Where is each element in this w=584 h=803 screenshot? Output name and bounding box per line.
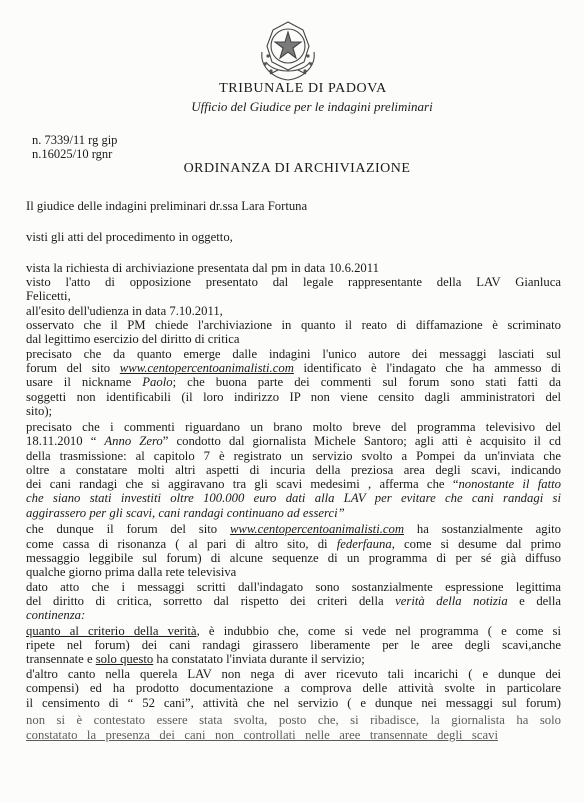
body-line: oltre a constatare molti altri aspetti di incuria della preziosa area degli scavi, indicando (26, 463, 561, 477)
body-line: Felicetti, (26, 289, 71, 303)
body-line: dal legittimo esercizio del diritto di critica (26, 332, 240, 346)
court-office: Ufficio del Giudice per le indagini preliminari (191, 99, 433, 114)
underlined-text: solo questo (95, 652, 154, 666)
body-line: vista la richiesta di archiviazione presentata dal pm in data 10.6.2011 (26, 261, 379, 275)
body-line: qualche giorno prima dalla rete televisiva (26, 565, 237, 579)
website-link[interactable]: www.centopercentoanimalisti.com (229, 522, 405, 536)
document-title: ORDINANZA DI ARCHIVIAZIONE (183, 161, 411, 176)
body-text: 18.11.2010 “ (26, 434, 105, 448)
body-text: come cassa di risonanza ( al pari di altro sito, di (26, 537, 337, 551)
body-line: continenza: (26, 608, 86, 622)
program-title: Anno Zero (104, 434, 163, 448)
body-line: compensi) ed ha prodotto documentazione a comprova delle attività svolte in particolare (26, 681, 561, 695)
seen-acts-line: visti gli atti del procedimento in oggetto, (26, 230, 233, 244)
body-line (26, 375, 561, 390)
body-line (26, 652, 365, 667)
body-text: del diritto di critica, sorretto dal rispetto dei criteri della (26, 594, 396, 608)
body-text: , come si desume dal primo (391, 537, 561, 551)
body-text: ; che buona parte dei commenti sul forum sono stati fatti da (172, 375, 561, 389)
body-line: d'altro canto nella querela LAV non nega di aver ricevuto tali incarichi ( e dunque dei (26, 667, 561, 681)
case-number-rgnr: n.16025/10 rgnr (32, 147, 113, 161)
body-text: e della (507, 594, 561, 608)
case-numbers (32, 133, 117, 161)
body-text: ” condotto dal giornalista Michele Santoro; agli atti è acquisito il cd (162, 434, 561, 448)
body-line: ripete nel forum) dei cani randagi girassero liberamente per le aree degli scavi,anche (26, 638, 561, 652)
body-text: usare il nickname (26, 375, 143, 389)
quote-line: che siano stati investiti oltre 100.000 euro dati alla LAV per evitare che cani randagi si (26, 491, 561, 505)
body-line: all'esito dell'udienza in data 7.10.2011, (26, 304, 223, 318)
body-line (26, 477, 561, 492)
body-line (26, 361, 561, 376)
body-text: transennate e (26, 652, 96, 666)
body-line: osservato che il PM chiede l'archiviazione in quanto il reato di diffamazione è scriminato (26, 318, 561, 332)
body-line: della trasmissione: al capitolo 7 è registrato un servizio svolto a Pompei da un'inviata che (26, 449, 561, 463)
body-line (26, 434, 561, 449)
case-number-gip: n. 7339/11 rg gip (32, 133, 118, 147)
underlined-text: quanto al criterio della verità (26, 624, 197, 638)
body-line: sito); (26, 404, 53, 418)
body-text: dei cani randagi che si aggiravano tra gli scavi medesimi , afferma che “ (26, 477, 459, 491)
quote-line: aggirassero per gli scavi, cani randagi continuano ad esserci” (26, 506, 345, 520)
body-line: messaggio leggibile sul forum) di alcune sequenze di un programma di per sé già diffuso (26, 551, 561, 565)
body-text: identificato è l'indagato che ha ammesso di (293, 361, 561, 375)
body-line: il censimento di “ 52 cani”, attività che nel servizio ( e dunque nei messaggi sul forum) (26, 696, 561, 710)
body-line: precisato che i commenti riguardano un brano molto breve del programma televisivo del (26, 420, 561, 434)
body-line (26, 594, 561, 609)
body-line (26, 522, 561, 537)
body-line (26, 537, 561, 552)
body-line: precisato che da quanto emerge dalle indagini l'unico autore dei messaggi lasciati sul (26, 347, 561, 361)
italian-republic-emblem-icon (256, 16, 320, 86)
body-text: ha sostanzialmente agito (404, 522, 561, 536)
body-line: non si è contestato essere stata svolta, posto che, si ribadisce, la giornalista ha solo (26, 713, 561, 727)
emphasis-text: verità della notizia (395, 594, 508, 608)
body-line: visto l'atto di opposizione presentato dal legale rappresentante della LAV Gianluca (26, 275, 561, 289)
nickname: Paolo (142, 375, 173, 389)
body-text: che dunque il forum del sito (26, 522, 230, 536)
document-header (0, 80, 584, 115)
site-name: federfauna (336, 537, 392, 551)
body-text: ha constatato l'inviata durante il servizio; (153, 652, 365, 666)
quote-text: nonostante il fatto (458, 477, 561, 491)
body-line (26, 624, 561, 639)
body-line: soggetti non identificabili (il loro indirizzo IP non viene censito dagli amministratori del (26, 390, 561, 404)
judge-intro: Il giudice delle indagini preliminari dr.ssa Lara Fortuna (26, 199, 308, 213)
court-name: TRIBUNALE DI PADOVA (219, 81, 387, 96)
website-link[interactable]: www.centopercentoanimalisti.com (119, 361, 294, 375)
body-line: dato atto che i messaggi scritti dall'indagato sono sostanzialmente espressione legittima (26, 580, 561, 594)
body-line: constatato la presenza dei cani non controllati nelle aree transennate degli scavi (26, 728, 498, 742)
body-text: , è indubbio che, come si vede nel programma ( e come si (196, 624, 561, 638)
body-text: forum del sito (26, 361, 120, 375)
